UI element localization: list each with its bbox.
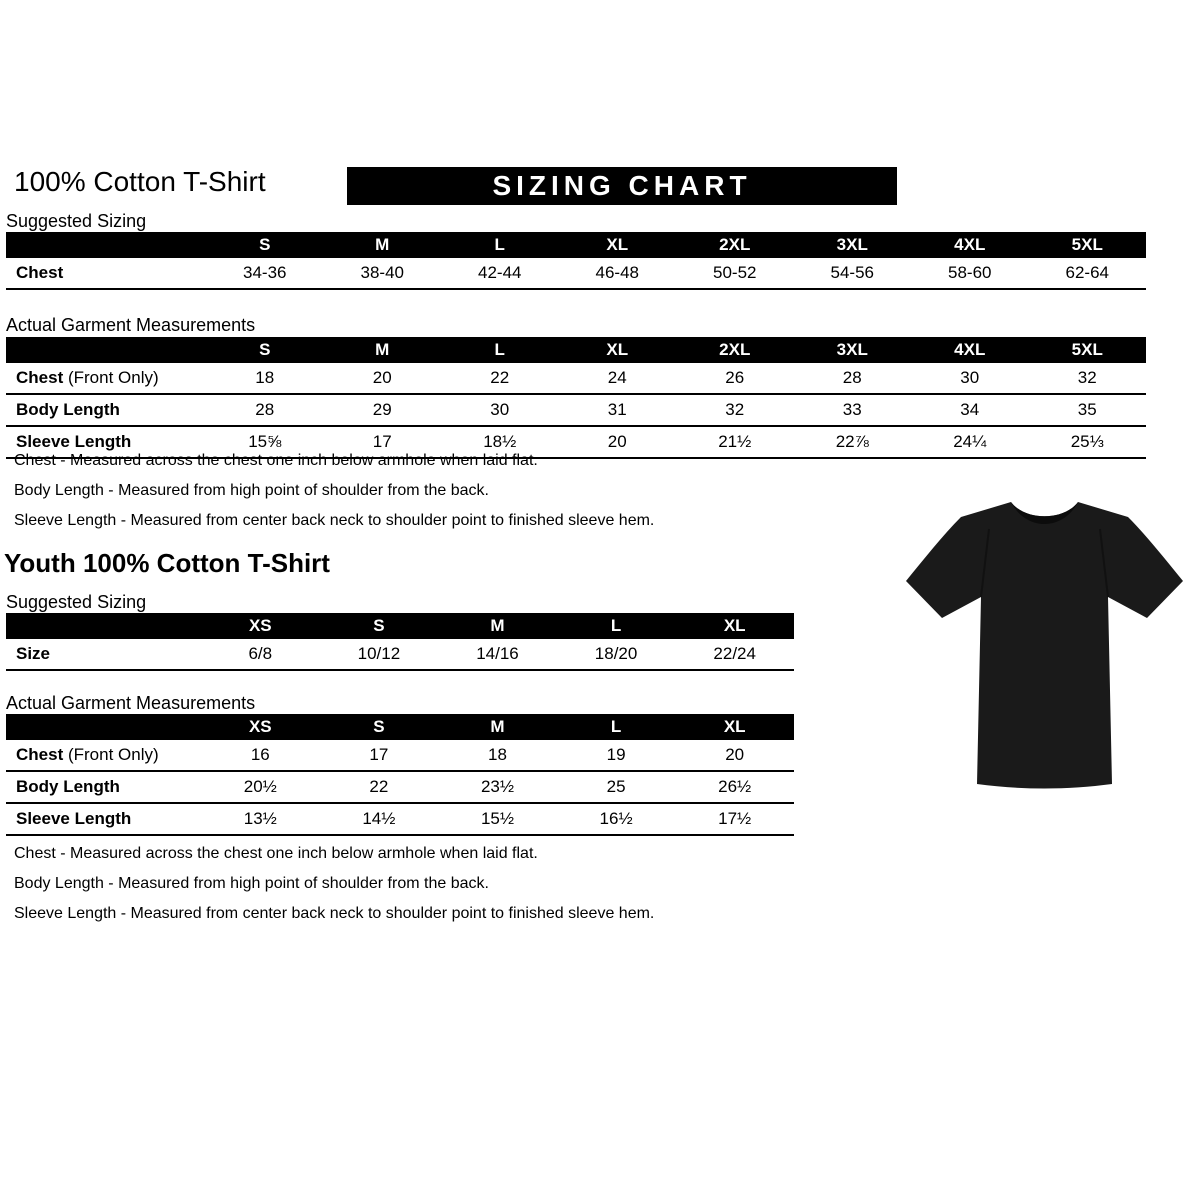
cell-value: 29 xyxy=(372,400,392,419)
table-row xyxy=(6,363,1146,394)
youth-actual-heading: Actual Garment Measurements xyxy=(6,693,256,713)
adult-section-title: 100% Cotton T-Shirt xyxy=(14,166,266,197)
cell-value: 18/20 xyxy=(594,644,638,663)
cell-value: 28 xyxy=(842,368,862,387)
size-col-header: L xyxy=(557,613,676,639)
youth-section-title: Youth 100% Cotton T-Shirt xyxy=(4,548,330,578)
size-col-header: M xyxy=(438,613,557,639)
table-header-row xyxy=(6,714,794,740)
cell-value: 34-36 xyxy=(243,263,287,282)
table-header-row xyxy=(6,232,1146,258)
cell-value: 16 xyxy=(250,745,270,764)
row-label: Sleeve Length xyxy=(16,809,132,828)
cell-value: 17 xyxy=(372,432,392,451)
size-col-header: S xyxy=(320,613,439,639)
black-tshirt-image xyxy=(897,477,1192,817)
size-col-header: XS xyxy=(201,613,320,639)
row-label-text: Chest xyxy=(16,745,64,764)
table-row xyxy=(6,740,794,771)
note-chest: Chest - Measured across the chest one inch below armhole when laid flat. xyxy=(14,845,538,862)
note-sleeve-length: Sleeve Length - Measured from center back neck to shoulder point to finished sleeve hem. xyxy=(14,905,655,922)
table-row xyxy=(6,394,1146,426)
row-label-text: Chest xyxy=(16,368,64,387)
row-label: Sleeve Length xyxy=(16,432,132,451)
size-col-header: L xyxy=(441,232,559,258)
row-label: Body Length xyxy=(16,777,120,796)
cell-value: 26½ xyxy=(718,777,752,796)
cell-value: 14½ xyxy=(362,809,396,828)
row-label xyxy=(6,740,201,771)
cell-value: 18 xyxy=(488,745,507,764)
cell-value: 42-44 xyxy=(478,263,522,282)
cell-value: 22/24 xyxy=(713,644,756,663)
cell-value: 20½ xyxy=(243,777,277,796)
row-label: Chest xyxy=(16,263,64,282)
cell-value: 20 xyxy=(607,432,627,451)
table-row xyxy=(6,803,794,835)
size-col-header: M xyxy=(324,337,442,363)
adult-actual-heading: Actual Garment Measurements xyxy=(6,315,256,335)
cell-value: 24 xyxy=(607,368,627,387)
cell-value: 23½ xyxy=(480,777,515,796)
note-body-length: Body Length - Measured from high point of shoulder from the back. xyxy=(14,875,489,892)
cell-value: 10/12 xyxy=(357,644,401,663)
header-spacer xyxy=(6,232,206,258)
size-col-header: S xyxy=(206,337,324,363)
cell-value: 26 xyxy=(725,368,745,387)
size-col-header: XL xyxy=(559,337,677,363)
header-spacer xyxy=(6,337,206,363)
cell-value: 17½ xyxy=(718,809,752,828)
size-col-header: 5XL xyxy=(1029,232,1147,258)
size-col-header: M xyxy=(324,232,442,258)
table-header-row xyxy=(6,613,794,639)
cell-value: 31 xyxy=(607,400,627,419)
sizing-chart-banner xyxy=(347,167,897,205)
size-col-header: 2XL xyxy=(676,232,794,258)
cell-value: 35 xyxy=(1077,400,1097,419)
cell-value: 15½ xyxy=(480,809,515,828)
cell-value: 50-52 xyxy=(713,263,757,282)
cell-value: 34 xyxy=(960,400,980,419)
size-col-header: XL xyxy=(559,232,677,258)
note-sleeve-length: Sleeve Length - Measured from center back neck to shoulder point to finished sleeve hem. xyxy=(14,512,655,529)
cell-value: 32 xyxy=(1077,368,1097,387)
cell-value: 18½ xyxy=(483,432,517,451)
cell-value: 28 xyxy=(255,400,275,419)
cell-value: 13½ xyxy=(243,809,277,828)
youth-actual-measurements-table xyxy=(6,714,794,836)
cell-value: 19 xyxy=(606,745,626,764)
table-row xyxy=(6,639,794,670)
size-col-header: M xyxy=(438,714,557,740)
size-col-header: 2XL xyxy=(676,337,794,363)
cell-value: 25⅓ xyxy=(1070,432,1104,451)
row-label: Body Length xyxy=(16,400,120,419)
cell-value: 14/16 xyxy=(476,644,519,663)
cell-value: 22 xyxy=(369,777,389,796)
cell-value: 62-64 xyxy=(1065,263,1109,282)
cell-value: 33 xyxy=(842,400,862,419)
size-col-header: 4XL xyxy=(911,232,1029,258)
cell-value: 15⅝ xyxy=(248,432,282,451)
youth-suggested-heading: Suggested Sizing xyxy=(6,592,147,612)
size-col-header: S xyxy=(206,232,324,258)
cell-value: 54-56 xyxy=(830,263,874,282)
cell-value: 30 xyxy=(960,368,980,387)
cell-value: 24¼ xyxy=(953,432,987,451)
cell-value: 20 xyxy=(725,745,745,764)
size-col-header: XL xyxy=(675,714,794,740)
cell-value: 30 xyxy=(490,400,510,419)
youth-measurement-notes xyxy=(14,845,654,935)
note-body-length: Body Length - Measured from high point of shoulder from the back. xyxy=(14,482,489,499)
adult-suggested-sizing-table xyxy=(6,232,1146,290)
note-chest: Chest - Measured across the chest one inch below armhole when laid flat. xyxy=(14,452,538,469)
row-label: Size xyxy=(16,644,51,663)
size-col-header: 3XL xyxy=(794,337,912,363)
cell-value: 20 xyxy=(372,368,392,387)
row-label xyxy=(6,363,206,394)
size-col-header: 5XL xyxy=(1029,337,1147,363)
size-col-header: XS xyxy=(201,714,320,740)
size-col-header: XL xyxy=(675,613,794,639)
tshirt-body xyxy=(906,502,1183,789)
size-col-header: L xyxy=(441,337,559,363)
sizing-chart-banner-text: SIZING CHART xyxy=(492,170,752,201)
size-col-header: 3XL xyxy=(794,232,912,258)
cell-value: 25 xyxy=(606,777,626,796)
size-col-header: S xyxy=(320,714,439,740)
cell-value: 46-48 xyxy=(595,263,639,282)
cell-value: 58-60 xyxy=(948,263,992,282)
table-row xyxy=(6,258,1146,289)
cell-value: 22 xyxy=(490,368,510,387)
row-label-suffix: (Front Only) xyxy=(63,368,159,387)
table-header-row xyxy=(6,337,1146,363)
table-row xyxy=(6,771,794,803)
size-col-header: 4XL xyxy=(911,337,1029,363)
cell-value: 17 xyxy=(369,745,389,764)
adult-actual-measurements-table xyxy=(6,337,1146,459)
cell-value: 6/8 xyxy=(248,644,273,663)
cell-value: 32 xyxy=(725,400,745,419)
header-spacer xyxy=(6,714,201,740)
cell-value: 21½ xyxy=(718,432,752,451)
tshirt-graphic xyxy=(897,477,1192,817)
size-col-header: L xyxy=(557,714,676,740)
cell-value: 38-40 xyxy=(360,263,404,282)
cell-value: 18 xyxy=(255,368,275,387)
youth-suggested-sizing-table xyxy=(6,613,794,671)
cell-value: 16½ xyxy=(599,809,633,828)
header-spacer xyxy=(6,613,201,639)
adult-measurement-notes xyxy=(14,452,654,542)
adult-suggested-heading: Suggested Sizing xyxy=(6,211,147,231)
row-label-suffix: (Front Only) xyxy=(63,745,159,764)
cell-value: 22⅞ xyxy=(835,432,869,451)
